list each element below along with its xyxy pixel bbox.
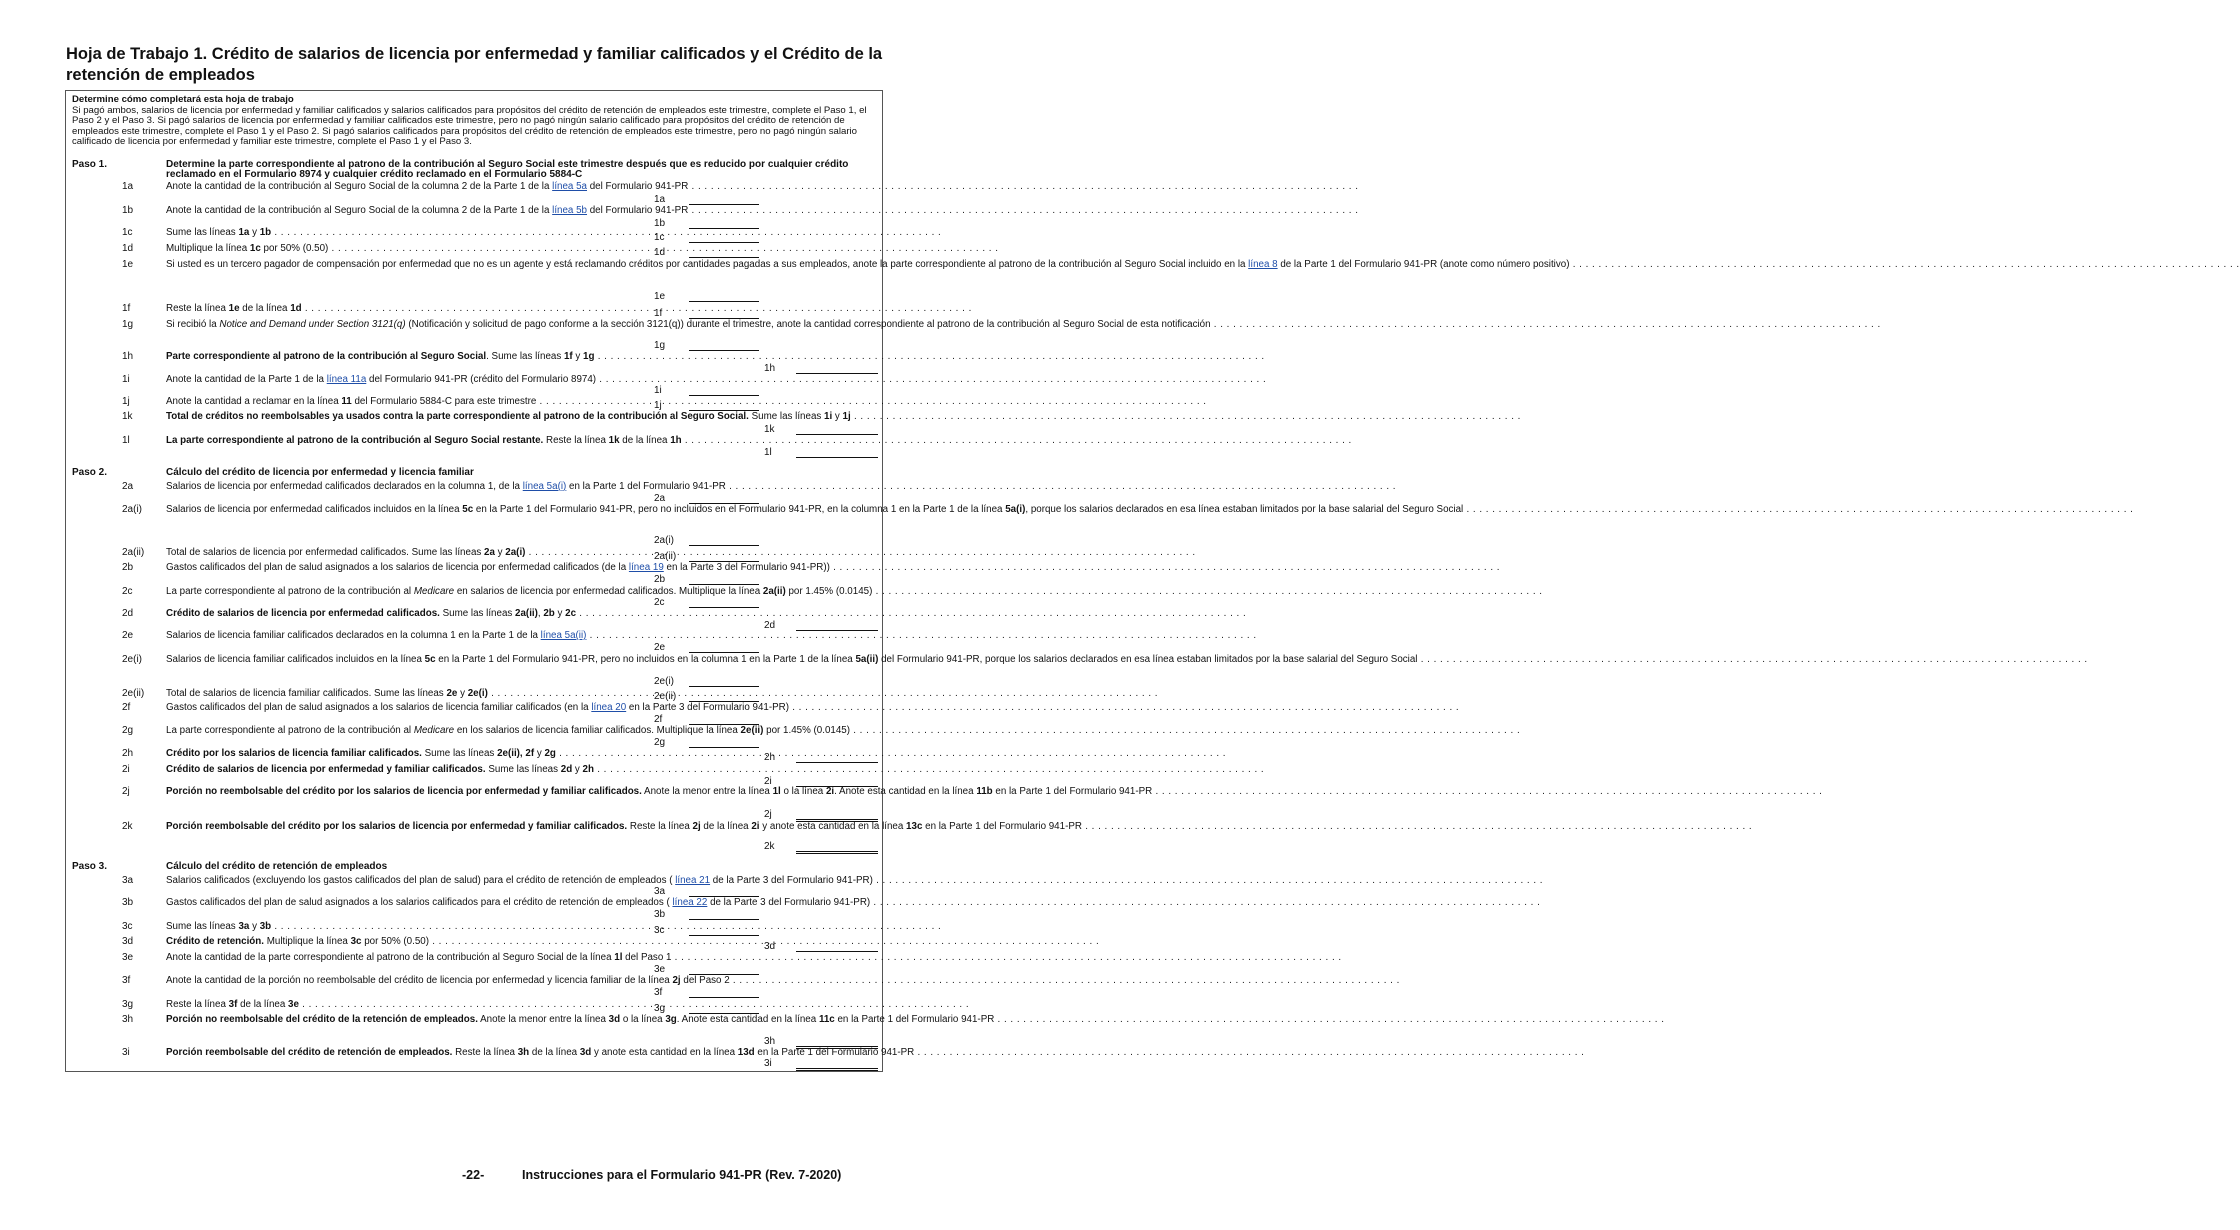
line-number-2h: 2h — [122, 748, 134, 759]
intro-heading: Determine cómo completará esta hoja de trabajo — [72, 94, 294, 105]
amount-field-3f[interactable] — [689, 997, 759, 998]
text-segment: en los salarios de licencia familiar calificados. Multiplique la línea — [454, 725, 741, 736]
amount-field-1d[interactable] — [689, 257, 759, 258]
text-segment: Reste la línea — [166, 999, 229, 1010]
bold-text: 1l — [772, 786, 781, 797]
line-text-2a(ii) — [166, 548, 644, 558]
text-segment: Gastos calificados del plan de salud asignados a los salarios de licencia por enfermedad calificados (de la — [166, 562, 629, 573]
line-marker-3d: 3d — [764, 941, 776, 952]
amount-field-2a(i)[interactable] — [689, 545, 759, 546]
line-number-3h: 3h — [122, 1014, 134, 1025]
bold-text: 1k — [608, 435, 620, 446]
text-segment: Sume las líneas — [421, 748, 498, 759]
text-segment: Multiplique la línea — [263, 936, 351, 947]
bold-text: 2e — [446, 688, 458, 699]
bold-text: 1e — [228, 303, 240, 314]
line-number-3i: 3i — [122, 1047, 130, 1058]
line-text-3g — [166, 1000, 644, 1010]
bold-text: 1h — [670, 435, 682, 446]
footer-title: Instrucciones para el Formulario 941-PR (Rev. 7-2020) — [522, 1168, 842, 1182]
line-marker-1b: 1b — [654, 218, 666, 229]
line-text-2e(ii) — [166, 689, 644, 699]
text-segment: Salarios de licencia familiar calificados declarados en la columna 1 en la Parte 1 de la — [166, 630, 541, 641]
line-marker-3f: 3f — [654, 987, 663, 998]
text-segment: y — [534, 748, 545, 759]
text-segment: de la línea — [239, 303, 291, 314]
text-segment: de la Parte 1 del Formulario 941-PR (anote como número positivo) — [1277, 259, 1570, 270]
text-segment: Anote la menor entre la línea — [477, 1014, 609, 1025]
bold-text: Total de créditos no reembolsables ya usados contra la parte correspondiente al patrono de la contribución al Seguro Social. — [166, 411, 749, 422]
bold-text: Porción reembolsable del crédito por los salarios de licencia por enfermedad y familiar calificados. — [166, 821, 628, 832]
text-segment: por 1.45% (0.0145) — [763, 725, 851, 736]
text-segment: del Formulario 941-PR (crédito del Formulario 8974) — [366, 374, 597, 385]
line-marker-2g: 2g — [654, 737, 666, 748]
text-segment: en la Parte 1 del Formulario 941-PR, pero no incluidos en el Formulario 941-PR, en la columna 1 en la Parte 1 de la línea — [473, 504, 1006, 515]
text-segment: y — [554, 608, 566, 619]
text-segment: y — [494, 547, 506, 558]
line-number-1d: 1d — [122, 243, 134, 254]
line-text-1l — [166, 435, 682, 446]
line-marker-2a(i): 2a(i) — [654, 535, 675, 546]
line-marker-3b: 3b — [654, 909, 666, 920]
text-segment: Sume las líneas — [485, 764, 561, 775]
text-segment: Si recibió la — [166, 319, 220, 330]
bold-text: Crédito de salarios de licencia por enfermedad calificados. — [166, 608, 440, 619]
bold-text: Crédito de salarios de licencia por enfermedad y familiar calificados. — [166, 764, 486, 775]
bold-text: 2i — [751, 821, 760, 832]
text-segment: y — [572, 351, 584, 362]
line-text-3f — [166, 975, 730, 986]
line-marker-2j: 2j — [764, 809, 772, 820]
line-marker-3c: 3c — [654, 925, 665, 936]
amount-field-2h[interactable] — [796, 762, 878, 763]
text-segment: Reste la línea — [452, 1047, 518, 1058]
text-segment: y anote esta cantidad en la línea — [759, 821, 907, 832]
line-text-2f — [166, 702, 789, 713]
bold-text: 5a(i) — [1005, 504, 1026, 515]
line-number-2g: 2g — [122, 725, 134, 736]
line-marker-1f: 1f — [654, 308, 663, 319]
line-marker-1e: 1e — [654, 291, 666, 302]
line-number-3c: 3c — [122, 921, 133, 932]
line-text-2d — [166, 609, 644, 619]
line-marker-2k: 2k — [764, 841, 775, 852]
bold-text: 11 — [341, 396, 352, 407]
text-segment: Si usted es un tercero pagador de compensación por enfermedad que no es un agente y está reclamando créditos por cantidades pagadas a sus empleados, anote la parte correspondiente al patrono de la contribución al Seguro Social incluido en la — [166, 259, 1249, 270]
line-text-3b — [166, 897, 871, 908]
italic-text: Medicare — [413, 725, 455, 736]
line-number-2e: 2e — [122, 630, 134, 641]
text-segment: . Anote esta cantidad en la línea — [676, 1014, 819, 1025]
text-segment: por 50% (0.50) — [260, 243, 329, 254]
text-segment: o la línea — [780, 786, 826, 797]
bold-text: 2h — [582, 764, 594, 775]
line-text-1e — [166, 259, 1570, 270]
bold-text: 2g — [544, 748, 556, 759]
text-segment: Reste la línea — [166, 303, 229, 314]
text-segment: y — [572, 764, 583, 775]
text-segment: y — [249, 921, 260, 932]
text-segment: por 50% (0.50) — [361, 936, 430, 947]
text-segment: Salarios de licencia familiar calificados incluidos en la línea — [166, 654, 425, 665]
text-segment: del Formulario 5884-C para este trimestre — [351, 396, 537, 407]
text-segment: Reste la línea — [543, 435, 609, 446]
reference-link[interactable]: línea 8 — [1248, 259, 1278, 270]
text-segment: La parte correspondiente al patrono de la contribución al — [166, 586, 414, 597]
line-marker-3g: 3g — [654, 1003, 666, 1014]
line-number-2k: 2k — [122, 821, 133, 832]
bold-text: 2a — [484, 547, 495, 558]
text-segment: Anote la cantidad de la porción no reembolsable del crédito de licencia por enfermedad y licencia familiar de la línea — [166, 975, 673, 986]
amount-field-1l[interactable] — [796, 457, 878, 458]
paso1-heading: Determine la parte correspondiente al patrono de la contribución al Seguro Social este trimestre después que es reducido por cualquier crédito reclamado en el Formulario 8974 y cualquier crédito reclamado en el Formulario 5884-C — [166, 159, 849, 180]
bold-text: 2a(ii) — [762, 586, 786, 597]
worksheet-title: Hoja de Trabajo 1. Crédito de salarios de licencia por enfermedad y familiar calificados y el Crédito de la retención de empleados — [66, 45, 883, 84]
line-text-3a — [166, 875, 873, 886]
line-text-1h — [166, 352, 644, 362]
line-number-1k: 1k — [122, 411, 133, 422]
text-segment: del Formulario 941-PR, porque los salarios declarados en esa línea estaban limitados por la base salarial del Seguro Social — [878, 654, 1418, 665]
text-segment: y — [832, 411, 843, 422]
text-segment: Sume las líneas — [748, 411, 825, 422]
line-marker-1a: 1a — [654, 194, 666, 205]
text-segment: Anote la cantidad de la Parte 1 de la — [166, 374, 327, 385]
line-marker-1l: 1l — [764, 447, 772, 458]
bold-text: 5c — [424, 654, 436, 665]
line-text-2a(i) — [166, 504, 1464, 515]
line-marker-3e: 3e — [654, 964, 666, 975]
text-segment: en la Parte 1 del Formulario 941-PR — [754, 1047, 915, 1058]
bold-text: 2d — [560, 764, 573, 775]
bold-text: 2e(ii) — [740, 725, 764, 736]
text-segment: en la Parte 3 del Formulario 941-PR) — [626, 702, 789, 713]
line-marker-1d: 1d — [654, 247, 666, 258]
text-segment: de la Parte 3 del Formulario 941-PR) — [710, 875, 873, 886]
line-number-2e(ii): 2e(ii) — [122, 688, 145, 699]
text-segment: del Paso 2 — [680, 975, 730, 986]
line-number-2i: 2i — [122, 764, 130, 775]
text-segment: Multiplique la línea — [166, 243, 250, 254]
text-segment: Salarios calificados (excluyendo los gastos calificados del plan de salud) para el crédito de retención de empleados ( — [166, 875, 676, 886]
line-number-2f: 2f — [122, 702, 131, 713]
line-number-1i: 1i — [122, 374, 130, 385]
text-segment: Anote la cantidad de la parte correspondiente al patrono de la contribución al Seguro Social de la línea — [166, 952, 615, 963]
text-segment: de la línea — [700, 821, 752, 832]
text-segment: . Sume las líneas — [486, 351, 564, 362]
text-segment: La parte correspondiente al patrono de la contribución al — [166, 725, 414, 736]
text-segment: de la línea — [237, 999, 289, 1010]
line-text-2e(i) — [166, 654, 1418, 665]
text-segment: en la Parte 1 del Formulario 941-PR — [992, 786, 1153, 797]
text-segment: en la Parte 1 del Formulario 941-PR — [922, 821, 1082, 832]
text-segment: Salarios de licencia por enfermedad calificados declarados en la columna 1, de la — [166, 481, 523, 492]
line-number-1j: 1j — [122, 396, 130, 407]
line-number-1a: 1a — [122, 181, 134, 192]
line-text-2b — [166, 562, 830, 573]
text-segment: en la Parte 1 del Formulario 941-PR — [834, 1014, 995, 1025]
bold-text: 5a(ii) — [855, 654, 879, 665]
line-marker-2d: 2d — [764, 620, 776, 631]
text-segment: del Paso 1 — [622, 952, 672, 963]
line-number-2e(i): 2e(i) — [122, 654, 143, 665]
line-marker-2c: 2c — [654, 597, 665, 608]
line-number-3f: 3f — [122, 975, 131, 986]
bold-text: 1l — [614, 952, 623, 963]
bold-text: 3b — [259, 921, 272, 932]
reference-link[interactable]: línea 11a — [326, 374, 367, 385]
line-number-1b: 1b — [122, 205, 134, 216]
text-segment: Anote la cantidad a reclamar en la línea — [166, 396, 342, 407]
bold-text: 2e(i) — [467, 688, 488, 699]
bold-text: Porción reembolsable del crédito de retención de empleados. — [166, 1047, 453, 1058]
bold-text: 3c — [350, 936, 362, 947]
line-text-2i — [166, 765, 644, 775]
paso2-label: Paso 2. — [72, 467, 108, 478]
paso1-label: Paso 1. — [72, 159, 108, 170]
bold-text: 3e — [288, 999, 299, 1010]
text-segment: Sume las líneas — [166, 921, 239, 932]
bold-text: Crédito por los salarios de licencia familiar calificados. — [166, 748, 422, 759]
line-text-1a — [166, 181, 689, 192]
text-segment: Anote la cantidad de la contribución al Seguro Social de la columna 2 de la Parte 1 de la — [166, 205, 553, 216]
bold-text: 2e(ii), 2f — [497, 748, 535, 759]
bold-text: 13d — [737, 1047, 755, 1058]
line-text-1d — [166, 244, 644, 254]
line-text-1g — [166, 319, 1211, 330]
bold-text: 2i — [825, 786, 835, 797]
line-marker-1h: 1h — [764, 363, 776, 374]
line-marker-3a: 3a — [654, 886, 666, 897]
line-marker-1g: 1g — [654, 340, 666, 351]
bold-text: 3f — [228, 999, 238, 1010]
intro-text: Si pagó ambos, salarios de licencia por enfermedad y familiar calificados y salarios calificados para propósitos del crédito de retención de empleados este trimestre, complete el Paso 1, el Paso 2 y el Paso 3. Si pagó salarios de licencia por enfermedad y familiar calificados este trimestre, pero no pagó ningún salario calificado para propósitos del crédito de retención de empleados este trimestre, complete el Paso 1 y el Paso 2. Si pagó salarios calificados para propósitos del crédito de retención de empleados este trimestre, pero no pagó ningún salario calificado de licencia por enfermedad y familiar este trimestre, complete el Paso 1 y el Paso 3. — [72, 104, 867, 147]
amount-field-2e[interactable] — [689, 652, 759, 653]
bold-text: 1d — [290, 303, 302, 314]
line-marker-2a: 2a — [654, 493, 666, 504]
line-text-1c — [166, 228, 644, 238]
line-text-2g — [166, 725, 851, 736]
line-marker-3h: 3h — [764, 1036, 776, 1047]
line-text-3i — [166, 1047, 915, 1058]
page-number: -22- — [462, 1168, 485, 1182]
line-text-2j — [166, 786, 1153, 797]
amount-field-3b[interactable] — [689, 919, 759, 920]
reference-link[interactable]: línea 20 — [591, 702, 627, 713]
text-segment: o la línea — [620, 1014, 666, 1025]
bold-text: La parte correspondiente al patrono de la contribución al Seguro Social restante. — [166, 435, 544, 446]
bold-text: 1b — [259, 227, 272, 238]
line-marker-2i: 2i — [764, 776, 772, 787]
amount-field-1e[interactable] — [689, 301, 759, 302]
line-number-2a(i): 2a(i) — [122, 504, 143, 515]
bold-text: 2a(ii) — [515, 608, 538, 619]
text-segment: , porque los salarios declarados en esa línea estaban limitados por la base salarial del Seguro Social — [1025, 504, 1464, 515]
text-segment: y anote esta cantidad en la línea — [591, 1047, 738, 1058]
amount-field-2e(i)[interactable] — [689, 686, 759, 687]
line-text-1i — [166, 375, 644, 385]
bold-text: Porción no reembolsable del crédito de la retención de empleados. — [166, 1014, 478, 1025]
reference-link[interactable]: línea 5a(ii) — [540, 630, 587, 641]
bold-text: 1f — [563, 351, 573, 362]
bold-text: 3a — [238, 921, 250, 932]
line-text-2e — [166, 631, 644, 641]
line-number-2b: 2b — [122, 562, 134, 573]
text-segment: Total de salarios de licencia por enfermedad calificados. Sume las líneas — [166, 547, 485, 558]
line-number-2c: 2c — [122, 586, 133, 597]
line-marker-3i: 3i — [764, 1058, 772, 1069]
line-text-2c — [166, 586, 873, 597]
paso3-label: Paso 3. — [72, 861, 108, 872]
text-segment: de la Parte 3 del Formulario 941-PR) — [707, 897, 871, 908]
bold-text: 2b — [543, 608, 555, 619]
paso3-heading: Cálculo del crédito de retención de empleados — [166, 861, 388, 872]
reference-link[interactable]: línea 21 — [675, 875, 711, 886]
line-marker-2e(ii): 2e(ii) — [654, 691, 677, 702]
line-text-1f — [166, 304, 644, 314]
text-segment: , — [537, 608, 544, 619]
text-segment: Gastos calificados del plan de salud asignados a los salarios de licencia familiar calificados (en la — [166, 702, 592, 713]
reference-link[interactable]: línea 5a — [552, 181, 588, 192]
line-marker-2f: 2f — [654, 714, 663, 725]
bold-text: 11b — [976, 786, 993, 797]
line-marker-2a(ii): 2a(ii) — [654, 551, 677, 562]
line-text-2k — [166, 821, 1082, 832]
reference-link[interactable]: línea 5b — [552, 205, 588, 216]
line-number-3e: 3e — [122, 952, 134, 963]
line-text-2h — [166, 749, 644, 759]
line-text-2a — [166, 481, 726, 492]
line-number-2a(ii): 2a(ii) — [122, 547, 145, 558]
bold-text: Parte correspondiente al patrono de la contribución al Seguro Social — [166, 351, 487, 362]
line-number-1f: 1f — [122, 303, 131, 314]
bold-text: 2j — [672, 975, 681, 986]
reference-link[interactable]: línea 22 — [672, 897, 708, 908]
line-marker-1i: 1i — [654, 385, 662, 396]
reference-link[interactable]: línea 19 — [628, 562, 664, 573]
line-marker-1k: 1k — [764, 424, 775, 435]
line-text-3h — [166, 1014, 995, 1025]
bold-text: 1i — [824, 411, 833, 422]
bold-text: 3h — [517, 1047, 530, 1058]
bold-text: 2a(i) — [505, 547, 526, 558]
line-number-3b: 3b — [122, 897, 134, 908]
line-text-3d — [166, 937, 644, 947]
text-segment: y — [249, 227, 260, 238]
text-segment: Sume las líneas — [166, 227, 239, 238]
bold-text: 2c — [565, 608, 577, 619]
line-marker-2e(i): 2e(i) — [654, 676, 675, 687]
line-number-2d: 2d — [122, 608, 134, 619]
line-number-1c: 1c — [122, 227, 133, 238]
line-marker-2b: 2b — [654, 574, 666, 585]
text-segment: en la Parte 1 del Formulario 941-PR, pero no incluidos en la columna 1 en la Parte 1 de la línea — [435, 654, 856, 665]
bold-text: Crédito de retención. — [166, 936, 264, 947]
text-segment: (Notificación y solicitud de pago conforme a la sección 3121(q)) durante el trimestre, anote la cantidad correspondiente al patrono de la contribución al Seguro Social de esta notificación — [405, 319, 1211, 330]
text-segment: del Formulario 941-PR — [587, 205, 689, 216]
bold-text: 1a — [238, 227, 250, 238]
line-number-1g: 1g — [122, 319, 134, 330]
line-number-1h: 1h — [122, 351, 134, 362]
line-text-1j — [166, 397, 644, 407]
italic-text: Notice and Demand under Section 3121(q) — [219, 319, 406, 330]
text-segment: . Anote esta cantidad en la línea — [834, 786, 977, 797]
text-segment: en la Parte 3 del Formulario 941-PR)) — [663, 562, 830, 573]
line-number-3d: 3d — [122, 936, 134, 947]
text-segment: Sume las líneas — [439, 608, 516, 619]
bold-text: 5c — [462, 504, 474, 515]
line-text-1k — [166, 411, 851, 422]
line-text-3c — [166, 922, 644, 932]
line-number-1l: 1l — [122, 435, 130, 446]
bold-text: 3d — [608, 1014, 621, 1025]
paso2-heading: Cálculo del crédito de licencia por enfermedad y licencia familiar — [166, 467, 474, 478]
text-segment: del Formulario 941-PR — [587, 181, 689, 192]
line-number-3a: 3a — [122, 875, 134, 886]
line-marker-2h: 2h — [764, 752, 776, 763]
bold-text: 11c — [818, 1014, 835, 1025]
bold-text: 13c — [906, 821, 923, 832]
line-marker-2e: 2e — [654, 642, 666, 653]
text-segment: de la línea — [529, 1047, 580, 1058]
bold-text: 2j — [692, 821, 701, 832]
text-segment: Anote la menor entre la línea — [641, 786, 773, 797]
bold-text: 1g — [583, 351, 595, 362]
text-segment: Gastos calificados del plan de salud asignados a los salarios calificados para el crédito de retención de empleados ( — [166, 897, 673, 908]
bold-text: 1c — [249, 243, 261, 254]
line-text-3e — [166, 952, 672, 963]
bold-text: 3g — [665, 1014, 677, 1025]
bold-text: Porción no reembolsable del crédito por los salarios de licencia por enfermedad y familiar calificados. — [166, 786, 642, 797]
text-segment: de la línea — [619, 435, 671, 446]
line-number-2a: 2a — [122, 481, 134, 492]
bold-text: 3d — [579, 1047, 592, 1058]
text-segment: por 1.45% (0.0145) — [785, 586, 873, 597]
text-segment: Anote la cantidad de la contribución al Seguro Social de la columna 2 de la Parte 1 de la — [166, 181, 553, 192]
text-segment: y — [457, 688, 468, 699]
bold-text: 1j — [842, 411, 851, 422]
line-marker-1j: 1j — [654, 400, 662, 411]
amount-field-3i[interactable] — [796, 1068, 878, 1071]
text-segment: Salarios de licencia por enfermedad calificados incluidos en la línea — [166, 504, 463, 515]
intro-block — [72, 95, 872, 148]
text-segment: Total de salarios de licencia familiar calificados. Sume las líneas — [166, 688, 447, 699]
line-marker-1c: 1c — [654, 232, 665, 243]
amount-field-2b[interactable] — [689, 584, 759, 585]
amount-field-2k[interactable] — [796, 851, 878, 854]
text-segment: en salarios de licencia por enfermedad calificados. Multiplique la línea — [454, 586, 763, 597]
reference-link[interactable]: línea 5a(i) — [522, 481, 567, 492]
line-number-3g: 3g — [122, 999, 134, 1010]
line-number-2j: 2j — [122, 786, 130, 797]
text-segment: en la Parte 1 del Formulario 941-PR — [566, 481, 726, 492]
italic-text: Medicare — [413, 586, 455, 597]
text-segment: Reste la línea — [627, 821, 693, 832]
line-number-1e: 1e — [122, 259, 134, 270]
line-text-1b — [166, 205, 689, 216]
